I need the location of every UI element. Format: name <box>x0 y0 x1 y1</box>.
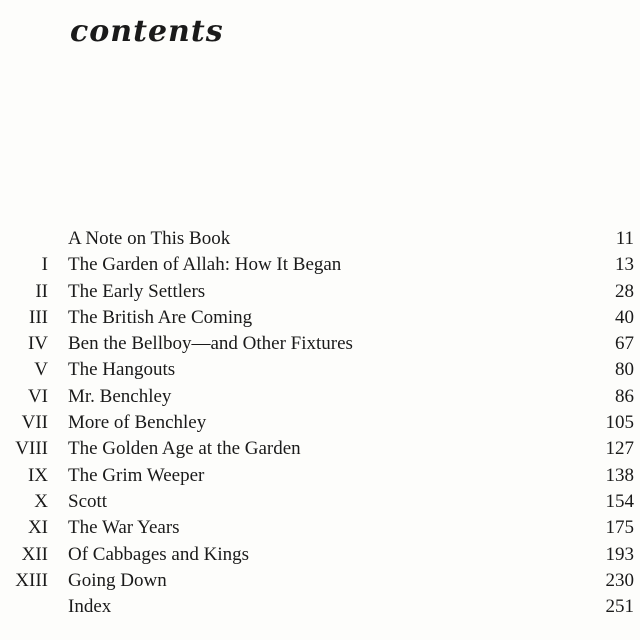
page-number: 251 <box>605 596 634 618</box>
toc-entry <box>0 594 640 620</box>
toc-entry <box>0 436 640 462</box>
page-number: 138 <box>605 464 634 486</box>
page-number: 28 <box>615 280 634 302</box>
chapter-numeral: IV <box>27 333 48 355</box>
chapter-title: Index <box>68 596 112 618</box>
page-number: 175 <box>605 517 634 539</box>
chapter-numeral: IX <box>27 464 48 486</box>
toc-entry <box>0 331 640 357</box>
chapter-title: Mr. Benchley <box>68 385 172 407</box>
page-number: 127 <box>605 438 634 460</box>
chapter-numeral: XI <box>27 517 48 539</box>
page-number: 230 <box>605 569 634 591</box>
page-heading: contents <box>70 14 224 49</box>
chapter-title: A Note on This Book <box>68 228 231 249</box>
chapter-title: The War Years <box>68 517 180 539</box>
toc-entry <box>0 410 640 436</box>
chapter-title: Going Down <box>68 569 167 591</box>
chapter-numeral: X <box>34 490 48 512</box>
page-number: 67 <box>615 333 634 355</box>
chapter-title: The Golden Age at the Garden <box>68 438 301 460</box>
chapter-numeral: III <box>29 306 48 328</box>
toc-entry <box>0 463 640 489</box>
chapter-numeral: VII <box>21 412 48 434</box>
chapter-title: Ben the Bellboy—and Other Fixtures <box>68 333 353 355</box>
toc-entry <box>0 252 640 278</box>
toc-entry <box>0 542 640 568</box>
chapter-title: Of Cabbages and Kings <box>68 543 249 565</box>
table-of-contents <box>0 226 640 620</box>
chapter-title: The Hangouts <box>68 359 176 381</box>
page-number: 154 <box>605 490 634 512</box>
toc-entry <box>0 515 640 541</box>
page-number: 40 <box>615 306 634 328</box>
chapter-title: The Garden of Allah: How It Began <box>68 254 342 276</box>
chapter-title: More of Benchley <box>68 412 207 434</box>
page-number: 193 <box>605 543 634 565</box>
chapter-title: The Grim Weeper <box>68 464 205 486</box>
chapter-numeral: XII <box>21 543 48 565</box>
page-number: 13 <box>615 254 634 276</box>
toc-entry <box>0 568 640 594</box>
page-number: 11 <box>615 228 634 249</box>
chapter-numeral: II <box>35 280 48 302</box>
chapter-title: The British Are Coming <box>68 306 253 328</box>
toc-entry <box>0 305 640 331</box>
toc-entry <box>0 279 640 305</box>
page-number: 86 <box>615 385 634 407</box>
page-number: 80 <box>615 359 634 381</box>
toc-entry <box>0 489 640 515</box>
toc-entry <box>0 384 640 410</box>
chapter-numeral: XIII <box>15 569 48 591</box>
chapter-numeral: I <box>41 254 48 276</box>
chapter-numeral: VI <box>27 385 48 407</box>
chapter-title: Scott <box>68 490 108 512</box>
chapter-numeral: V <box>34 359 48 381</box>
chapter-numeral: VIII <box>15 438 48 460</box>
page-number: 105 <box>605 412 634 434</box>
toc-entry <box>0 226 640 252</box>
toc-entry <box>0 357 640 383</box>
chapter-title: The Early Settlers <box>68 280 206 302</box>
